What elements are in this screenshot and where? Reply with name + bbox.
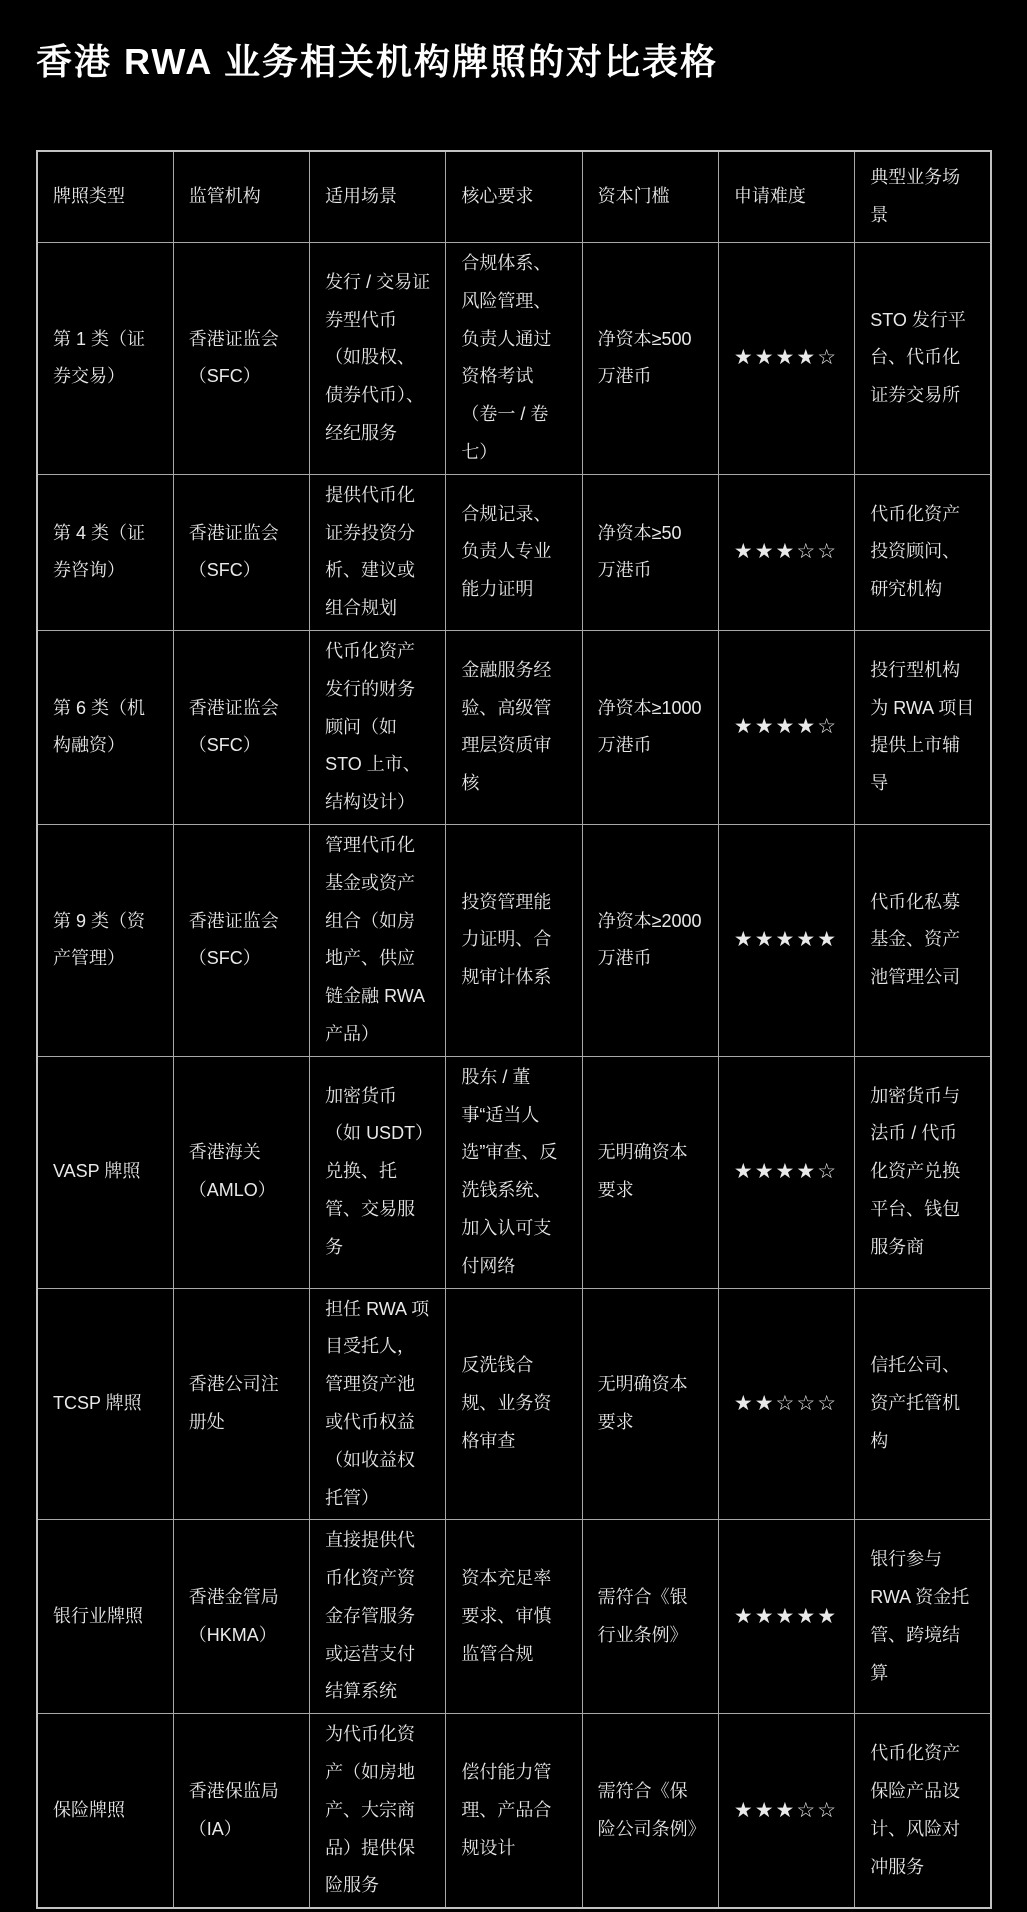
cell-requirements: 资本充足率要求、审慎监管合规 (446, 1520, 582, 1714)
cell-requirements: 偿付能力管理、产品合规设计 (446, 1714, 582, 1908)
col-header-regulator: 监管机构 (173, 151, 309, 243)
cell-scenario: 发行 / 交易证券型代币（如股权、债券代币）、经纪服务 (310, 243, 446, 475)
cell-capital: 净资本≥2000 万港币 (582, 824, 718, 1056)
cell-regulator: 香港证监会（SFC） (173, 630, 309, 824)
col-header-typical: 典型业务场景 (855, 151, 991, 243)
cell-license-type: 第 9 类（资产管理） (37, 824, 173, 1056)
table-row-type9 (37, 824, 991, 1056)
cell-typical-business: 信托公司、资产托管机构 (855, 1288, 991, 1520)
col-header-requirements: 核心要求 (446, 151, 582, 243)
table-row-type6 (37, 630, 991, 824)
cell-capital: 需符合《保险公司条例》 (582, 1714, 718, 1908)
col-header-scenario: 适用场景 (310, 151, 446, 243)
table-row-insurance (37, 1714, 991, 1908)
cell-capital: 无明确资本要求 (582, 1288, 718, 1520)
cell-typical-business: STO 发行平台、代币化证券交易所 (855, 243, 991, 475)
license-comparison-table (36, 150, 992, 1909)
table-row-type1 (37, 243, 991, 475)
cell-capital: 需符合《银行业条例》 (582, 1520, 718, 1714)
cell-regulator: 香港金管局（HKMA） (173, 1520, 309, 1714)
cell-typical-business: 投行型机构为 RWA 项目提供上市辅导 (855, 630, 991, 824)
cell-scenario: 加密货币（如 USDT）兑换、托管、交易服务 (310, 1056, 446, 1288)
cell-license-type: TCSP 牌照 (37, 1288, 173, 1520)
table-row-banking (37, 1520, 991, 1714)
cell-difficulty-stars: ★★★☆☆ (718, 1714, 854, 1908)
cell-scenario: 担任 RWA 项目受托人，管理资产池或代币权益（如收益权托管） (310, 1288, 446, 1520)
cell-scenario: 为代币化资产（如房地产、大宗商品）提供保险服务 (310, 1714, 446, 1908)
cell-scenario: 直接提供代币化资产资金存管服务或运营支付结算系统 (310, 1520, 446, 1714)
col-header-difficulty: 申请难度 (718, 151, 854, 243)
cell-regulator: 香港证监会（SFC） (173, 824, 309, 1056)
cell-license-type: 第 1 类（证券交易） (37, 243, 173, 475)
cell-scenario: 代币化资产发行的财务顾问（如 STO 上市、结构设计） (310, 630, 446, 824)
col-header-capital: 资本门槛 (582, 151, 718, 243)
cell-difficulty-stars: ★★★★☆ (718, 1056, 854, 1288)
cell-requirements: 合规体系、风险管理、负责人通过资格考试（卷一 / 卷七） (446, 243, 582, 475)
cell-requirements: 股东 / 董事“适当人选”审查、反洗钱系统、加入认可支付网络 (446, 1056, 582, 1288)
cell-difficulty-stars: ★★★★★ (718, 1520, 854, 1714)
cell-typical-business: 银行参与 RWA 资金托管、跨境结算 (855, 1520, 991, 1714)
cell-typical-business: 代币化资产投资顾问、研究机构 (855, 474, 991, 630)
cell-capital: 净资本≥500 万港币 (582, 243, 718, 475)
cell-difficulty-stars: ★★★☆☆ (718, 474, 854, 630)
cell-regulator: 香港公司注册处 (173, 1288, 309, 1520)
table-row-vasp (37, 1056, 991, 1288)
cell-regulator: 香港证监会（SFC） (173, 243, 309, 475)
cell-difficulty-stars: ★★★★☆ (718, 630, 854, 824)
cell-capital: 净资本≥50 万港币 (582, 474, 718, 630)
cell-typical-business: 加密货币与法币 / 代币化资产兑换平台、钱包服务商 (855, 1056, 991, 1288)
cell-requirements: 投资管理能力证明、合规审计体系 (446, 824, 582, 1056)
cell-license-type: 银行业牌照 (37, 1520, 173, 1714)
cell-typical-business: 代币化资产保险产品设计、风险对冲服务 (855, 1714, 991, 1908)
cell-regulator: 香港保监局（IA） (173, 1714, 309, 1908)
cell-difficulty-stars: ★★☆☆☆ (718, 1288, 854, 1520)
cell-regulator: 香港海关（AMLO） (173, 1056, 309, 1288)
cell-scenario: 提供代币化证券投资分析、建议或组合规划 (310, 474, 446, 630)
cell-license-type: 保险牌照 (37, 1714, 173, 1908)
cell-regulator: 香港证监会（SFC） (173, 474, 309, 630)
cell-license-type: 第 4 类（证券咨询） (37, 474, 173, 630)
cell-difficulty-stars: ★★★★☆ (718, 243, 854, 475)
cell-scenario: 管理代币化基金或资产组合（如房地产、供应链金融 RWA 产品） (310, 824, 446, 1056)
cell-capital: 无明确资本要求 (582, 1056, 718, 1288)
cell-requirements: 反洗钱合规、业务资格审查 (446, 1288, 582, 1520)
cell-capital: 净资本≥1000 万港币 (582, 630, 718, 824)
cell-license-type: VASP 牌照 (37, 1056, 173, 1288)
cell-license-type: 第 6 类（机构融资） (37, 630, 173, 824)
table-row-type4 (37, 474, 991, 630)
cell-difficulty-stars: ★★★★★ (718, 824, 854, 1056)
cell-requirements: 金融服务经验、高级管理层资质审核 (446, 630, 582, 824)
col-header-license-type: 牌照类型 (37, 151, 173, 243)
header-row (37, 151, 991, 243)
page-title: 香港 RWA 业务相关机构牌照的对比表格 (36, 41, 719, 82)
table-row-tcsp (37, 1288, 991, 1520)
cell-typical-business: 代币化私募基金、资产池管理公司 (855, 824, 991, 1056)
cell-requirements: 合规记录、负责人专业能力证明 (446, 474, 582, 630)
